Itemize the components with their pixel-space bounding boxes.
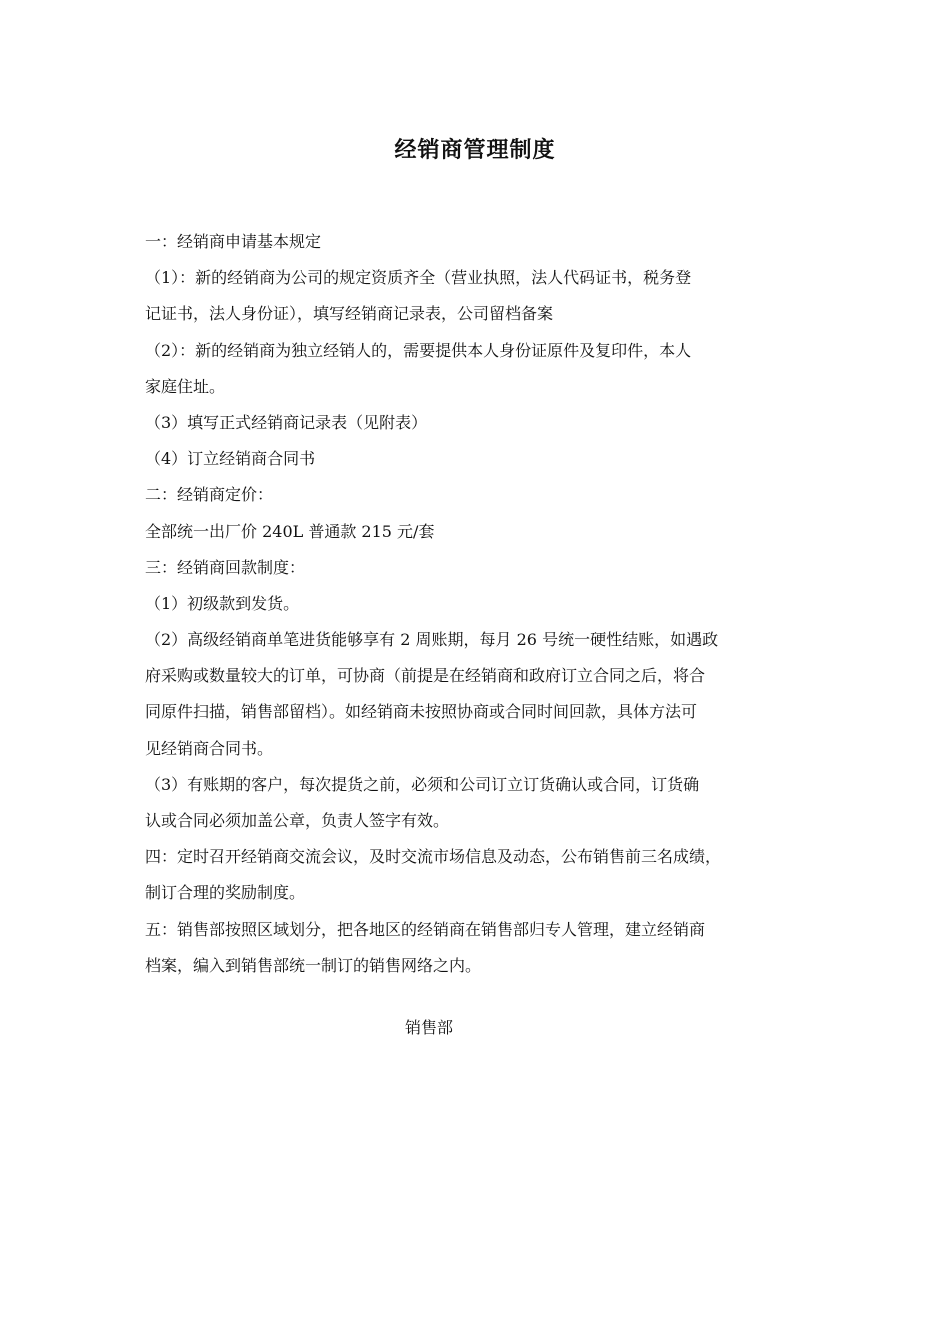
paragraph-line: 全部统一出厂价 240L 普通款 215 元/套 <box>145 521 435 541</box>
paragraph-line: 家庭住址。 <box>145 376 226 396</box>
section-heading-4: 四：定时召开经销商交流会议，及时交流市场信息及动态，公布销售前三名成绩， <box>145 847 722 867</box>
paragraph-line: （4）订立经销商合同书 <box>145 449 316 469</box>
paragraph-line: （3）有账期的客户，每次提货之前，必须和公司订立订货确认或合同，订货确 <box>145 774 700 794</box>
paragraph-line: 同原件扫描，销售部留档）。如经销商未按照协商或合同时间回款，具体方法可 <box>145 702 698 722</box>
paragraph-line: 记证书，法人身份证），填写经销商记录表，公司留档备案 <box>145 304 554 324</box>
paragraph-line: 制订合理的奖励制度。 <box>145 883 306 903</box>
paragraph-line: （3）填写正式经销商记录表（见附表） <box>145 412 428 432</box>
paragraph-line: （1）初级款到发货。 <box>145 593 300 613</box>
section-heading-3: 三：经销商回款制度： <box>145 557 306 577</box>
paragraph-line: 见经销商合同书。 <box>145 738 274 758</box>
paragraph-line: 档案，编入到销售部统一制订的销售网络之内。 <box>145 955 482 975</box>
paragraph-line: （2）高级经销商单笔进货能够享有 2 周账期，每月 26 号统一硬性结账，如遇政 <box>145 630 719 650</box>
paragraph-line: （2）：新的经销商为独立经销人的，需要提供本人身份证原件及复印件，本人 <box>145 340 692 360</box>
signature-department: 销售部 <box>405 1018 454 1037</box>
section-heading-2: 二：经销商定价： <box>145 485 274 505</box>
document-body <box>145 224 825 984</box>
paragraph-line: （1）：新的经销商为公司的规定资质齐全（营业执照，法人代码证书，税务登 <box>145 268 692 288</box>
document-title: 经销商管理制度 <box>394 138 556 163</box>
section-heading-5: 五：销售部按照区域划分，把各地区的经销商在销售部归专人管理，建立经销商 <box>145 919 706 939</box>
paragraph-line: 府采购或数量较大的订单，可协商（前提是在经销商和政府订立合同之后，将合 <box>145 666 706 686</box>
paragraph-line: 认或合同必须加盖公章，负责人签字有效。 <box>145 811 450 830</box>
section-heading-1: 一：经销商申请基本规定 <box>145 232 322 251</box>
